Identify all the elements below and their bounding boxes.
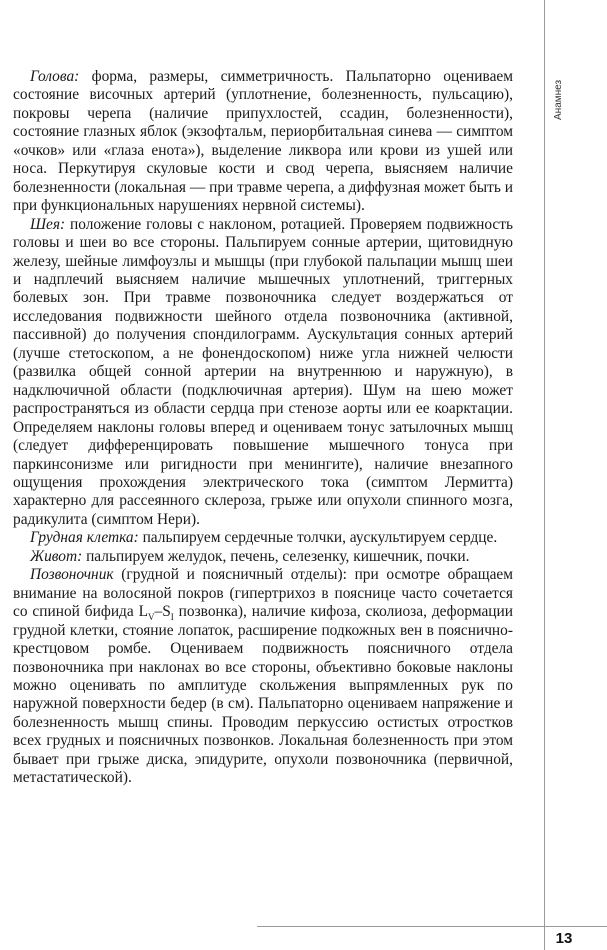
subscript-i: I bbox=[170, 612, 174, 623]
paragraph-chest bbox=[13, 529, 513, 547]
paragraph-neck bbox=[13, 216, 513, 530]
paragraph-text: –S bbox=[154, 603, 171, 621]
paragraph-text: позвонка), наличие кифоза, сколиоза, деформации грудной клетки, стояние лопаток, расширение подкожных вен в пояснично-крестцовом ромбе. Оцениваем подвижность поясничного отдела позвоночника при наклонах во все стороны, объективно боковые наклоны можно оценивать по амплитуде скольжения выпрямленных рук по наружной поверхности бедер (в см). Пальпаторно оцениваем напряжение и болезненность мышц спины. Проводим перкуссию остистых отростков всех грудных и поясничных позвонков. Локальная болезненность при этом бывает при грыже диска, эпидурите, опухоли позвоночника (первичной, метастатической). bbox=[13, 603, 513, 787]
paragraph-lead: Живот: bbox=[30, 547, 83, 565]
body-text bbox=[13, 68, 513, 788]
paragraph-spine bbox=[13, 566, 513, 787]
paragraph-abdomen bbox=[13, 548, 513, 566]
section-tab bbox=[553, 70, 567, 120]
paragraph-lead: Голова: bbox=[30, 68, 80, 85]
page-number: 13 bbox=[555, 930, 573, 947]
paragraph-head bbox=[13, 68, 513, 216]
paragraph-lead: Позвоночник bbox=[30, 566, 114, 584]
paragraph-text: положение головы с наклоном, ротацией. Проверяем подвижность головы и шеи во все стороны. Пальпируем сонные артерии, щитовидную железу, шейные лимфоузлы и мышцы (при глубокой пальпации мышц шеи и надплечий выясняем наличие мышечных уплотнений, триггерных болевых зон. При травме позвоночника следует воздержаться от исследования подвижности шейного отдела позвоночника (активной, пассивной) до получения спондилограмм. Аускультация сонных артерий (лучше стетоскопом, а не фонендоскопом) ниже угла нижней челюсти (развилка общей сонной артерии на внутреннюю и наружную), в надключичной области (подключичная артерия). Шум на шею может распространяться из области сердца при стенозе аорты или ее коарктации. Определяем наклоны головы вперед и оцениваем тонус затылочных мышц (следует дифференцировать повышение мышечного тонуса при паркинсонизме или ригидности при менингите), наличие внезапного ощущения прохождения электрического тока (симптом Лермитта) характерно для рассеянного склероза, грыже или опухоли спинного мозга, радикулита (симптом Нери). bbox=[13, 215, 513, 528]
paragraph-text: форма, размеры, симметричность. Пальпаторно оцениваем состояние височных артерий (уплотнение, болезненность, пульсацию), покровы черепа (наличие припухлостей, ссадин, болезненности), состояние глазных яблок (экзофтальм, периорбитальная синева — симптом «очков» или «глаза енота»), выделение ликвора или крови из ушей или носа. Перкутируя скуловые кости и свод черепа, выясняем наличие болезненности (локальная — при травме черепа, а диффузная может быть и при функциональных нарушениях нервной системы). bbox=[13, 68, 513, 215]
paragraph-text: пальпируем сердечные толчки, аускультируем сердце. bbox=[138, 529, 498, 547]
margin-rule-vertical bbox=[544, 0, 545, 950]
paragraph-lead: Грудная клетка: bbox=[30, 529, 139, 547]
paragraph-lead: Шея: bbox=[30, 215, 66, 233]
subscript-v: V bbox=[148, 612, 155, 623]
footer-rule bbox=[257, 926, 607, 927]
paragraph-text: пальпируем желудок, печень, селезенку, кишечник, почки. bbox=[82, 547, 470, 565]
section-tab-label: Анамнез bbox=[553, 79, 564, 120]
paragraph-text: (грудной и поясничный отделы): при осмотре обращаем внимание на волосяной покров (гипертрихоз в пояснице часто сочетается со спиной бифида L bbox=[13, 566, 513, 621]
